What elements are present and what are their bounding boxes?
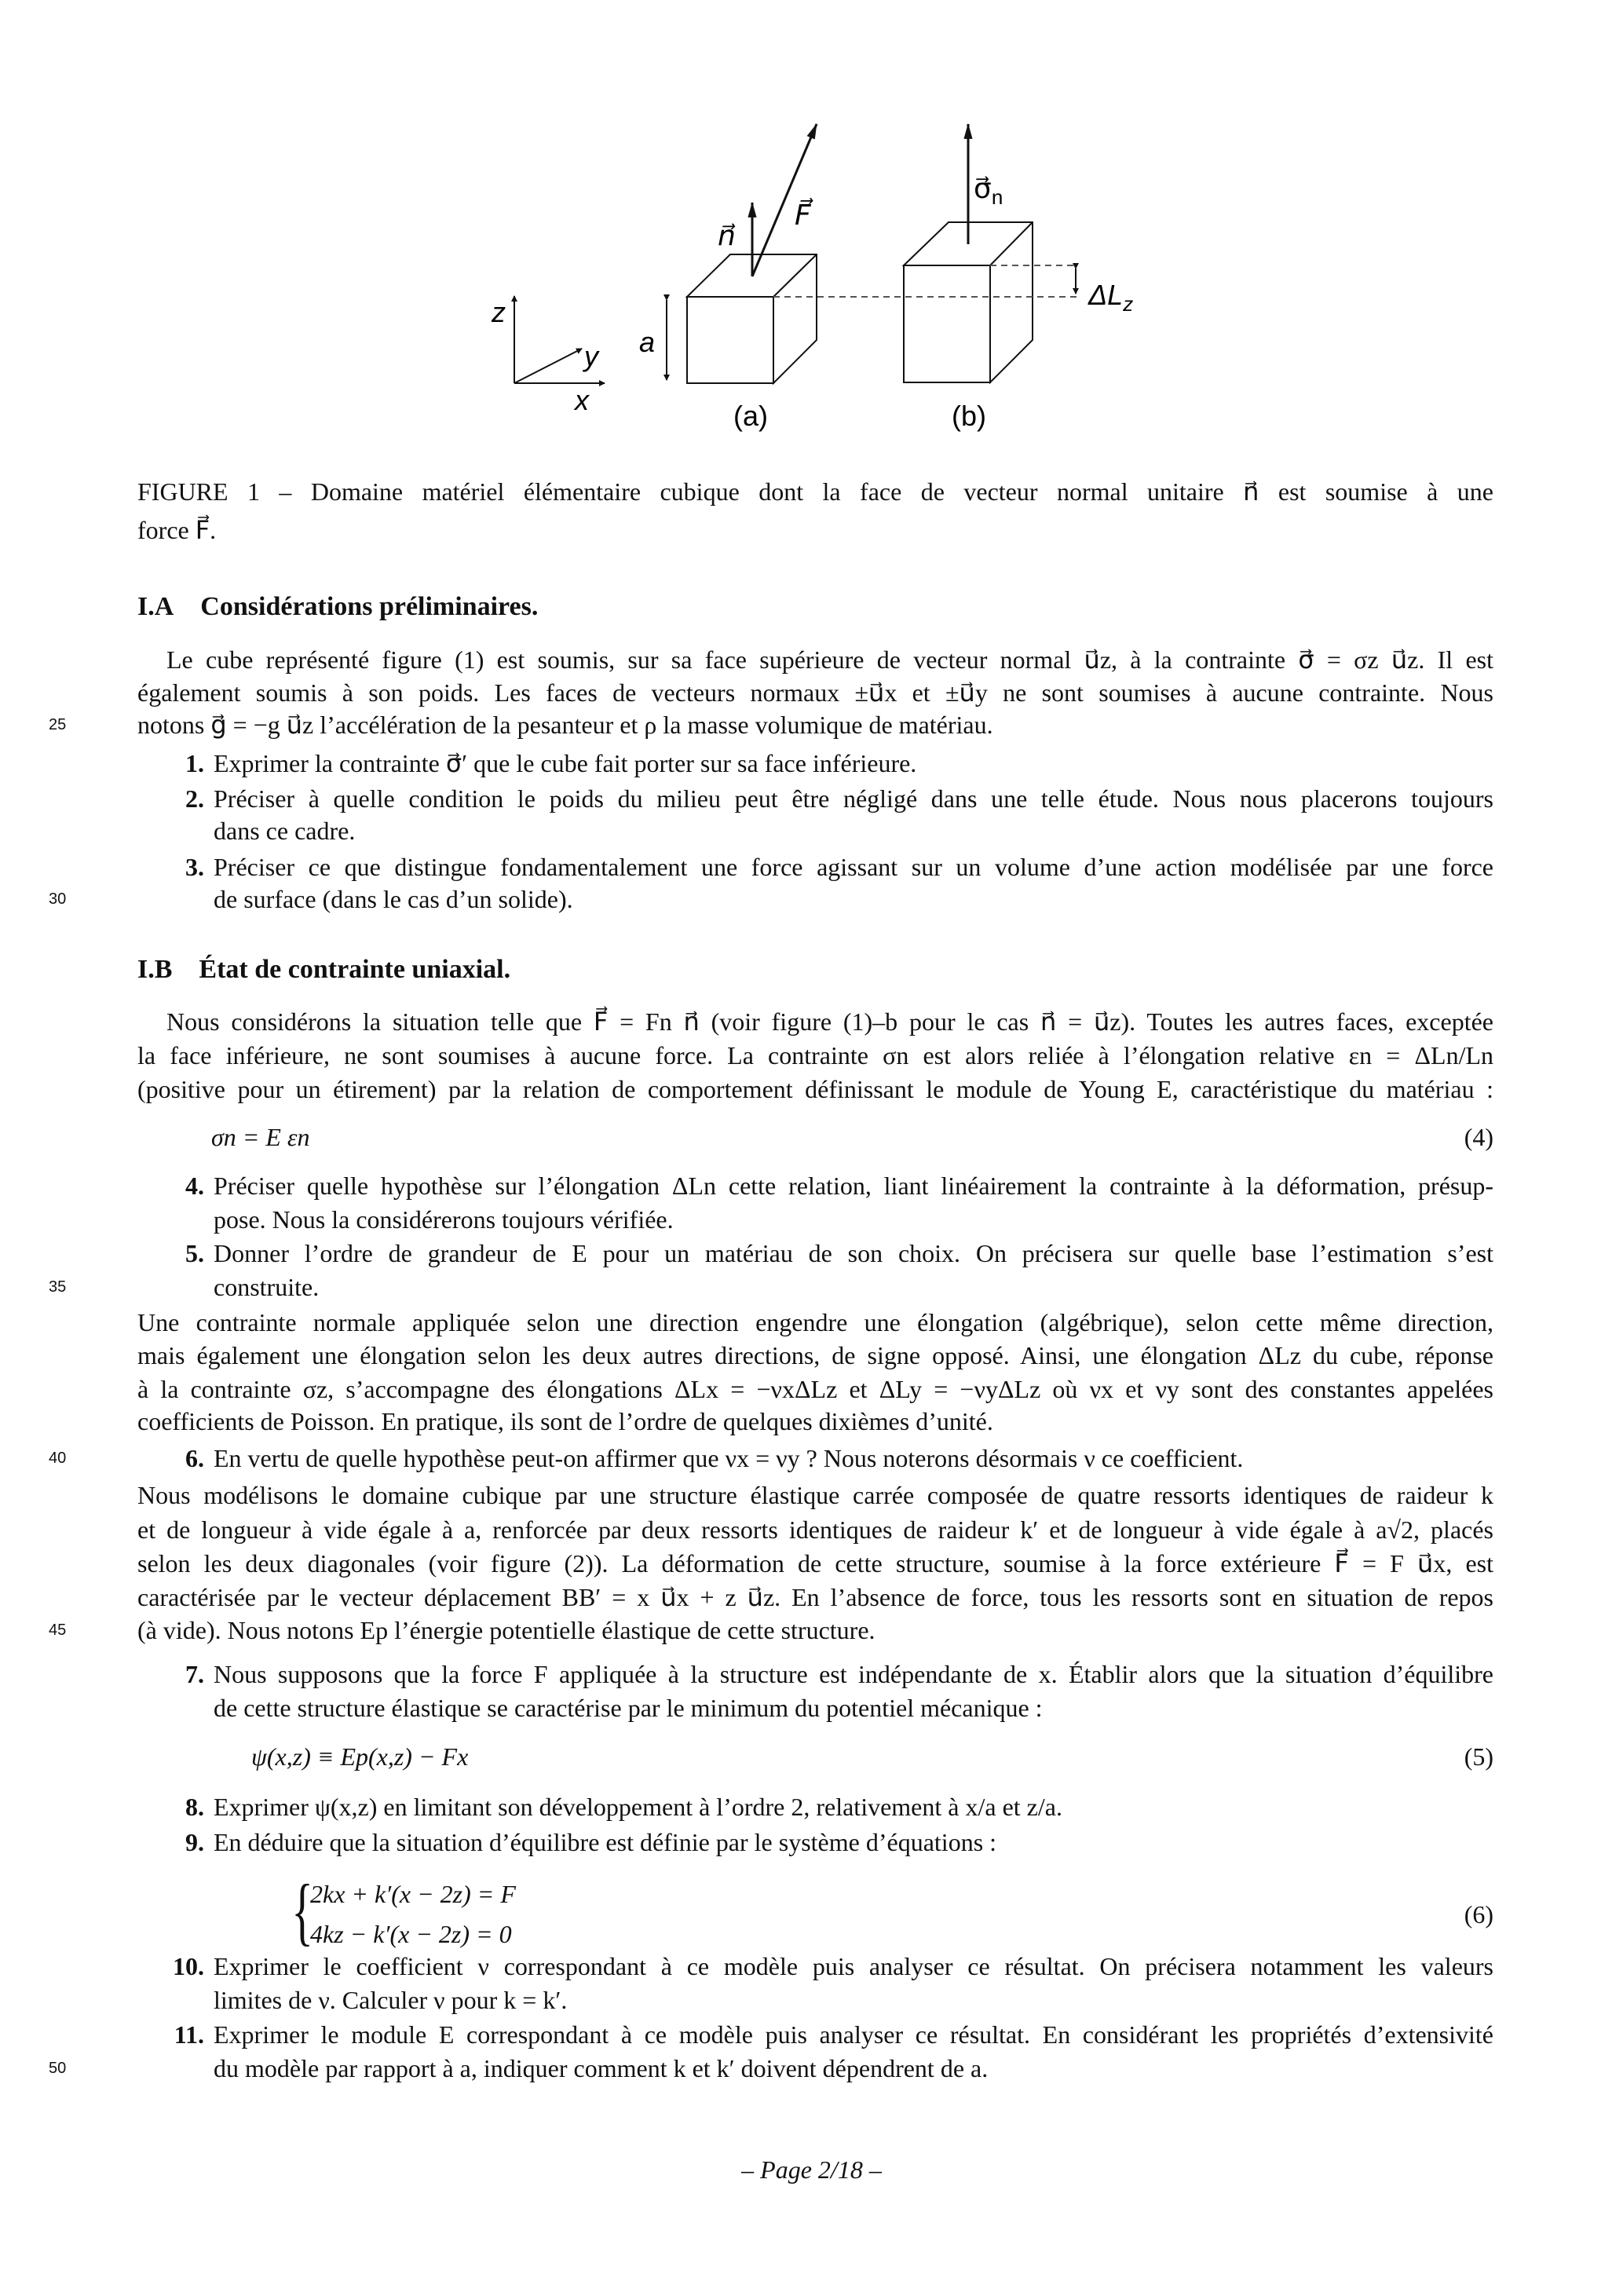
- question-number: 3.: [185, 853, 204, 881]
- paragraph-line: également soumis à son poids. Les faces de vecteurs normaux ±u⃗x et ±u⃗y ne sont soumises à aucune contrainte. Nous: [137, 678, 1493, 707]
- paragraph-line: (à vide). Nous notons Ep l’énergie potentielle élastique de cette structure.: [137, 1616, 875, 1644]
- question-number: 5.: [185, 1239, 204, 1267]
- line-number: 40: [49, 1450, 67, 1467]
- equation-6-brace: {: [291, 1869, 313, 1953]
- equation-6-line-2: 4kz − k′(x − 2z) = 0: [310, 1920, 512, 1948]
- question-text: Exprimer le coefficient ν correspondant à ce modèle puis analyser ce résultat. On précisera notamment les valeurs: [214, 1952, 1493, 1980]
- normal-vector-label: n⃗: [718, 219, 736, 251]
- paragraph-line: à la contrainte σz, s’accompagne des élongations ΔLx = −νxΔLz et ΔLy = −νyΔLz où νx et νy sont des constantes appelées: [137, 1375, 1494, 1403]
- section-heading-ia: I.A Considérations préliminaires.: [137, 592, 539, 621]
- question-number: 9.: [185, 1828, 204, 1856]
- equation-5-label: (5): [1464, 1742, 1493, 1771]
- paragraph-line: mais également une élongation selon les deux autres directions, de signe opposé. Ainsi, une élongation ΔLz du cube, réponse: [137, 1341, 1493, 1369]
- question-text: limites de ν. Calculer ν pour k = k′.: [214, 1986, 568, 2014]
- question-number: 10.: [173, 1952, 204, 1980]
- question-number: 1.: [185, 749, 204, 777]
- figure-caption-line: force F⃗.: [137, 516, 217, 544]
- question-text: du modèle par rapport à a, indiquer comment k et k′ doivent dépendrent de a.: [214, 2054, 989, 2082]
- stress-vector-label: $\sigma⃗_n$: [974, 172, 1003, 209]
- paragraph-line: Nous considérons la situation telle que F⃗ = Fn n⃗ (voir figure (1)–b pour le cas n⃗ = u⃗z). Toutes les autres faces, exceptée: [166, 1007, 1493, 1036]
- paragraph-line: Le cube représenté figure (1) est soumis, sur sa face supérieure de vecteur normal u⃗z, à la contrainte σ⃗ = σz u⃗z. Il est: [166, 645, 1494, 674]
- line-number: 35: [49, 1278, 67, 1296]
- question-text: En déduire que la situation d’équilibre est définie par le système d’équations :: [214, 1828, 997, 1856]
- axis-label-z: z: [492, 296, 506, 328]
- question-number: 7.: [185, 1660, 204, 1688]
- question-text: dans ce cadre.: [214, 817, 356, 845]
- equation-4: σn = E εn: [211, 1123, 310, 1151]
- paragraph-line: Nous modélisons le domaine cubique par une structure élastique carrée composée de quatre ressorts identiques de raideur k: [137, 1481, 1493, 1509]
- axis-label-y: y: [584, 340, 598, 372]
- paragraph-line: Une contrainte normale appliquée selon une direction engendre une élongation (algébrique), selon cette même direction,: [137, 1308, 1493, 1336]
- force-vector-label: F⃗: [795, 199, 811, 231]
- question-text: de cette structure élastique se caractérise par le minimum du potentiel mécanique :: [214, 1694, 1043, 1722]
- question-text: Donner l’ordre de grandeur de E pour un matériau de son choix. On précisera sur quelle base l’estimation s’est: [214, 1239, 1493, 1267]
- dimension-label-a: a: [639, 326, 656, 358]
- question-number: 2.: [185, 784, 204, 813]
- question-text: Préciser à quelle condition le poids du milieu peut être négligé dans une telle étude. Nous nous placerons toujours: [214, 784, 1493, 813]
- question-text: Exprimer le module E correspondant à ce modèle puis analyser ce résultat. En considérant les propriétés d’extensivité: [214, 2020, 1493, 2049]
- paragraph-line: (positive pour un étirement) par la relation de comportement définissant le module de Young E, caractéristique du matériau :: [137, 1075, 1493, 1103]
- question-text: de surface (dans le cas d’un solide).: [214, 885, 573, 913]
- question-text: Exprimer ψ(x,z) en limitant son développement à l’ordre 2, relativement à x/a et z/a.: [214, 1793, 1062, 1821]
- equation-6-label: (6): [1464, 1900, 1493, 1929]
- panel-label-a: (a): [733, 400, 768, 432]
- question-text: Préciser ce que distingue fondamentalement une force agissant sur un volume d’une action modélisée par une force: [214, 853, 1493, 881]
- equation-6-line-1: 2kx + k′(x − 2z) = F: [310, 1880, 516, 1908]
- line-number: 30: [49, 890, 67, 908]
- line-number: 45: [49, 1621, 67, 1639]
- question-text: Nous supposons que la force F appliquée à la structure est indépendante de x. Établir alors que la situation d’équilibre: [214, 1660, 1493, 1688]
- page-footer: – Page 2/18 –: [741, 2155, 882, 2184]
- question-number: 6.: [185, 1444, 204, 1472]
- figure-1-cube-diagram: [0, 0, 1623, 471]
- question-number: 11.: [174, 2020, 204, 2049]
- question-text: pose. Nous la considérerons toujours vérifiée.: [214, 1205, 674, 1234]
- paragraph-line: caractérisée par le vecteur déplacement BB′ = x u⃗x + z u⃗z. En l’absence de force, tous les ressorts sont en situation de repos: [137, 1583, 1493, 1611]
- question-number: 4.: [185, 1172, 204, 1200]
- section-heading-ib: I.B État de contrainte uniaxial.: [137, 955, 511, 984]
- paragraph-line: notons g⃗ = −g u⃗z l’accélération de la pesanteur et ρ la masse volumique de matériau.: [137, 711, 993, 739]
- paragraph-line: la face inférieure, ne sont soumises à aucune force. La contrainte σn est alors reliée à l’élongation relative εn = ΔLn/Ln: [137, 1041, 1493, 1069]
- question-text: En vertu de quelle hypothèse peut-on affirmer que νx = νy ? Nous noterons désormais ν ce coefficient.: [214, 1444, 1244, 1472]
- line-number: 25: [49, 716, 67, 733]
- axis-label-x: x: [575, 384, 589, 416]
- question-text: Exprimer la contrainte σ⃗′ que le cube fait porter sur sa face inférieure.: [214, 749, 917, 777]
- paragraph-line: selon les deux diagonales (voir figure (2)). La déformation de cette structure, soumise à la force extérieure F⃗ = F u⃗x, est: [137, 1549, 1493, 1578]
- elongation-label: $\Delta L_z$: [1088, 279, 1134, 316]
- paragraph-line: coefficients de Poisson. En pratique, ils sont de l’ordre de quelques dixièmes d’unité.: [137, 1407, 993, 1435]
- panel-label-b: (b): [952, 400, 986, 432]
- question-text: construite.: [214, 1273, 320, 1301]
- equation-5: ψ(x,z) ≡ Ep(x,z) − Fx: [251, 1742, 469, 1771]
- figure-caption-line: FIGURE 1 – Domaine matériel élémentaire cubique dont la face de vecteur normal unitaire n⃗ est soumise à une: [137, 477, 1493, 506]
- line-number: 50: [49, 2060, 67, 2077]
- question-text: Préciser quelle hypothèse sur l’élongation ΔLn cette relation, liant linéairement la contrainte à la déformation, présup-: [214, 1172, 1493, 1200]
- equation-4-label: (4): [1464, 1123, 1493, 1151]
- cube-b: [904, 222, 1033, 382]
- paragraph-line: et de longueur à vide égale à a, renforcée par deux ressorts identiques de raideur k′ et de longueur à vide égale à a√2, placés: [137, 1515, 1493, 1544]
- question-number: 8.: [185, 1793, 204, 1821]
